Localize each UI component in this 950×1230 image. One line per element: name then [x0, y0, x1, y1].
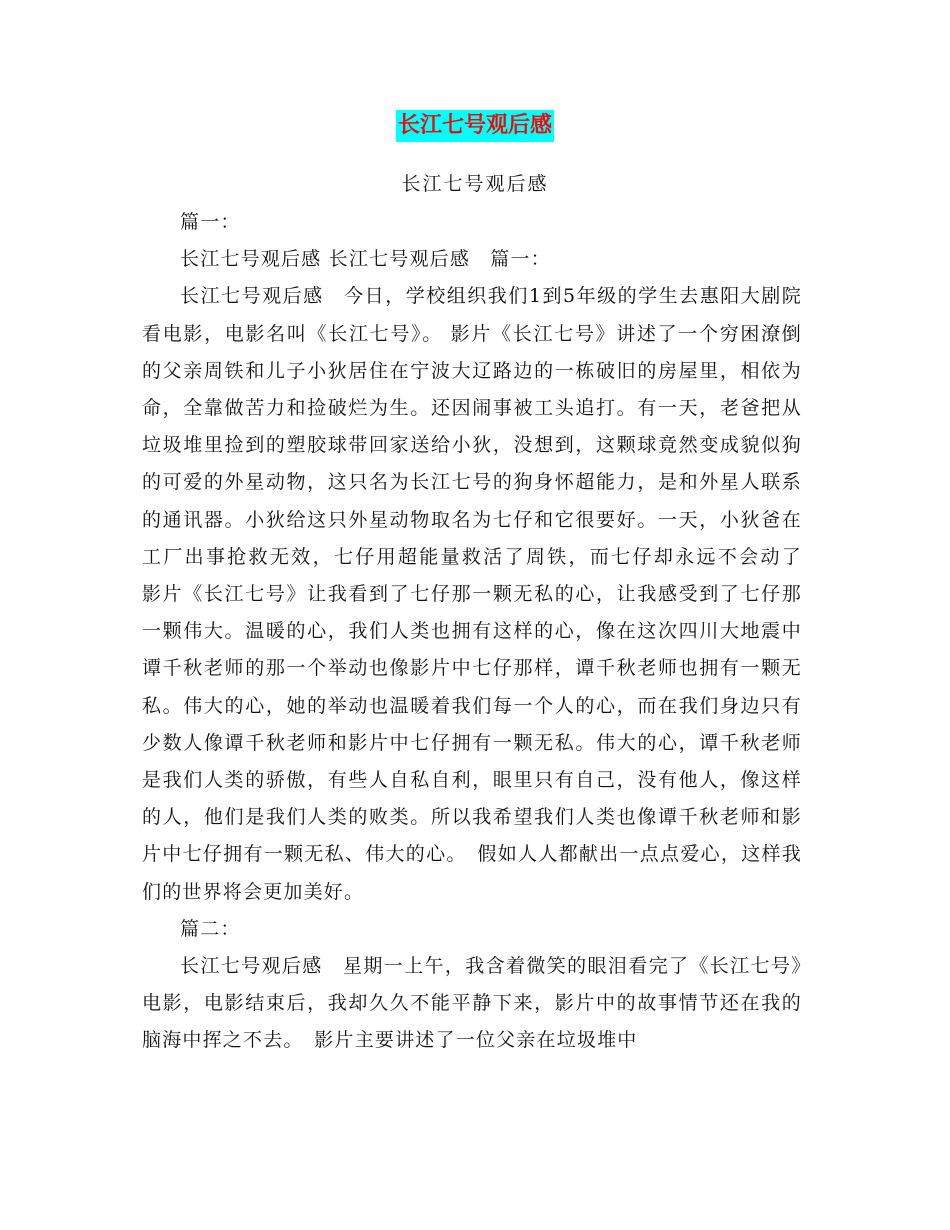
document-subtitle: 长江七号观后感 — [401, 173, 549, 195]
paragraph-3: 长江七号观后感 今日，学校组织我们1到5年级的学生去惠阳大剧院看电影，电影名叫《长江七号》。 影片《长江七号》讲述了一个穷困潦倒的父亲周铁和儿子小狄居住在宁波大辽路边的一栋破旧的房屋里，相依为命，全靠做苦力和捡破烂为生。还因闹事被工头追打。有一天，老爸把从垃圾堆里捡到的塑胶球带回家送给小狄，没想到，这颗球竟然变成貌似狗的可爱的外星动物，这只名为长江七号的狗身怀超能力，是和外星人联系的通讯器。小狄给这只外星动物取名为七仔和它很要好。一天，小狄爸在工厂出事抢救无效，七仔用超能量救活了周铁，而七仔却永远不会动了 影片《长江七号》让我看到了七仔那一颗无私的心，让我感受到了七仔那一颗伟大。温暖的心，我们人类也拥有这样的心，像在这次四川大地震中谭千秋老师的那一个举动也像影片中七仔那样，谭千秋老师也拥有一颗无私。伟大的心，她的举动也温暖着我们每一个人的心，而在我们身边只有少数人像谭千秋老师和影片中七仔拥有一颗无私。伟大的心，谭千秋老师是我们人类的骄傲，有些人自私自利，眼里只有自己，没有他人，像这样的人，他们是我们人类的败类。所以我希望我们人类也像谭千秋老师和影片中七仔拥有一颗无私、伟大的心。 假如人人都献出一点点爱心，这样我们的世界将会更加美好。 — [142, 285, 823, 903]
paragraph-4: 篇二： — [180, 917, 241, 940]
document-body — [142, 204, 823, 1060]
document-title: 长江七号观后感 — [396, 110, 554, 142]
title-row — [0, 110, 950, 142]
paragraph-2: 长江七号观后感 长江七号观后感 篇一： — [180, 248, 551, 271]
paragraph-5: 长江七号观后感 星期一上午，我含着微笑的眼泪看完了《长江七号》电影，电影结束后，我却久久不能平静下来，影片中的故事情节还在我的脑海中挥之不去。 影片主要讲述了一位父亲在垃圾堆中 — [142, 955, 802, 1052]
paragraph-1: 篇一： — [180, 211, 241, 233]
